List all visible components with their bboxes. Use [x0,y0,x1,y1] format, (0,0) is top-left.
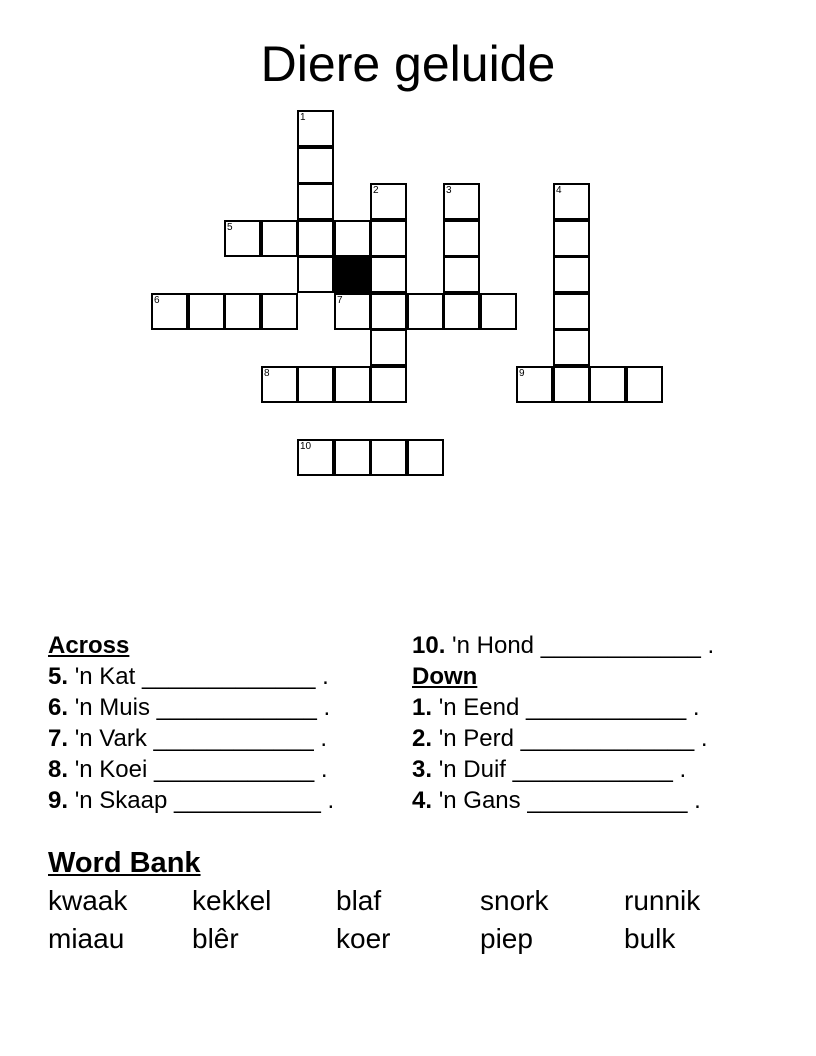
crossword-cell[interactable] [370,293,407,330]
crossword-cell[interactable] [443,183,480,220]
clue-across-9 [48,785,334,816]
crossword-cell[interactable] [370,256,407,293]
crossword-cell[interactable] [334,293,371,330]
crossword-cell[interactable] [443,220,480,257]
word-bank-word: blaf [336,885,382,916]
across-heading: Across [48,632,130,659]
cell-number: 9 [519,368,525,379]
crossword-cell[interactable] [553,183,590,220]
crossword-cell[interactable] [553,366,590,403]
clue-number: 3. [412,756,433,783]
crossword-cell[interactable] [224,220,261,257]
crossword-cell[interactable] [297,256,334,293]
clue-number: 9. [48,787,69,814]
cell-number: 1 [300,112,306,123]
crossword-cell[interactable] [553,220,590,257]
cell-number: 2 [373,185,379,196]
word-bank-word: miaau [48,923,125,954]
crossword-cell[interactable] [297,366,334,403]
cell-number: 10 [300,441,312,452]
crossword-cell[interactable] [224,293,261,330]
clue-number: 2. [412,725,433,752]
down-heading: Down [412,663,478,690]
crossword-cell[interactable] [626,366,663,403]
clues-down-column [412,630,714,816]
clue-text: 'n Skaap ___________ . [74,787,335,814]
crossword-cell[interactable] [553,293,590,330]
clue-text: 'n Vark ____________ . [74,725,328,752]
clue-text: 'n Perd _____________ . [438,725,708,752]
crossword-cell[interactable] [334,220,371,257]
word-bank-word: kekkel [192,885,272,916]
word-bank-word: bulk [624,923,676,954]
crossword-cell[interactable] [370,183,407,220]
crossword-cell[interactable] [261,366,298,403]
crossword-cell[interactable] [443,293,480,330]
clue-text: 'n Koei ____________ . [74,756,328,783]
cell-number: 5 [227,222,233,233]
crossword-cell[interactable] [297,110,334,147]
crossword-cell[interactable] [370,329,407,366]
clue-text: 'n Gans ____________ . [438,787,701,814]
crossword-cell[interactable] [516,366,553,403]
clue-across-6 [48,692,334,723]
crossword-cell[interactable] [188,293,225,330]
word-bank-word: snork [480,885,549,916]
crossword-cell[interactable] [151,293,188,330]
clue-number: 8. [48,756,69,783]
clue-number: 10. [412,632,446,659]
clue-number: 1. [412,694,433,721]
word-bank-word: piep [480,923,533,954]
crossword-cell[interactable] [370,366,407,403]
clue-down-1 [412,692,714,723]
crossword-cell[interactable] [370,439,407,476]
word-bank-word: koer [336,923,391,954]
clue-number: 7. [48,725,69,752]
crossword-grid [0,0,816,500]
clue-number: 5. [48,663,69,690]
crossword-cell[interactable] [407,293,444,330]
page-title: Diere geluide [260,36,556,92]
crossword-cell[interactable] [297,439,334,476]
clue-across-10 [412,630,714,661]
clue-down-3 [412,754,714,785]
cell-number: 6 [154,295,160,306]
crossword-cell[interactable] [297,147,334,184]
crossword-cell[interactable] [480,293,517,330]
cell-number: 8 [264,368,270,379]
clue-text: 'n Duif ____________ . [438,756,687,783]
word-bank-word: kwaak [48,885,128,916]
cell-number: 7 [337,295,343,306]
crossword-cell[interactable] [553,329,590,366]
crossword-cell[interactable] [261,293,298,330]
crossword-cell[interactable] [334,366,371,403]
crossword-cell[interactable] [261,220,298,257]
crossword-black-cell [334,256,371,293]
cell-number: 4 [556,185,562,196]
cell-number: 3 [446,185,452,196]
crossword-cell[interactable] [297,220,334,257]
clue-down-2 [412,723,714,754]
crossword-cell[interactable] [370,220,407,257]
clue-text: 'n Hond ____________ . [452,632,715,659]
crossword-cell[interactable] [553,256,590,293]
clue-text: 'n Eend ____________ . [438,694,700,721]
word-bank-title: Word Bank [48,847,201,879]
clue-down-4 [412,785,714,816]
clues-across-column [48,630,334,816]
clue-number: 6. [48,694,69,721]
word-bank-word: blêr [192,923,239,954]
crossword-cell[interactable] [589,366,626,403]
clue-across-5 [48,661,334,692]
crossword-cell[interactable] [297,183,334,220]
clue-text: 'n Kat _____________ . [74,663,329,690]
clue-text: 'n Muis ____________ . [74,694,331,721]
crossword-cell[interactable] [334,439,371,476]
crossword-cell[interactable] [443,256,480,293]
crossword-cell[interactable] [407,439,444,476]
clue-across-7 [48,723,334,754]
word-bank-word: runnik [624,885,701,916]
clue-across-8 [48,754,334,785]
clue-number: 4. [412,787,433,814]
